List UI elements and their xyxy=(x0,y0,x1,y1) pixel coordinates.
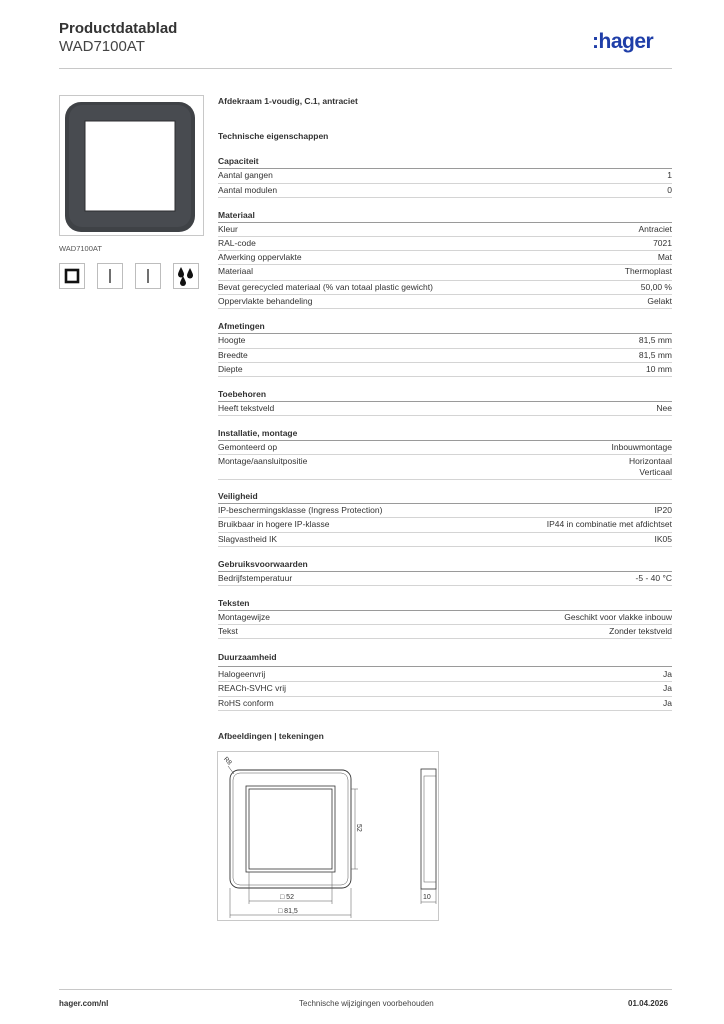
spec-row xyxy=(218,251,672,265)
product-description: Afdekraam 1-voudig, C.1, antraciet xyxy=(218,96,358,106)
spec-row xyxy=(218,441,672,455)
spec-label: RAL-code xyxy=(218,238,256,248)
spec-label: Gemonteerd op xyxy=(218,442,278,452)
spec-label: Diepte xyxy=(218,364,243,374)
spec-row xyxy=(218,697,672,711)
spec-row xyxy=(218,668,672,682)
spec-value: Geschikt voor vlakke inbouw xyxy=(564,612,672,622)
section-title: Teksten xyxy=(218,598,250,608)
header-divider xyxy=(59,68,672,69)
product-image-caption: WAD7100AT xyxy=(59,244,102,253)
spec-row xyxy=(218,611,672,625)
spec-value: 50,00 % xyxy=(640,282,672,292)
section-title: Gebruiksvoorwaarden xyxy=(218,559,308,569)
spec-label: Materiaal xyxy=(218,266,253,276)
inner-width-dimension: □ 52 xyxy=(280,894,294,901)
spec-value: Thermoplast xyxy=(624,266,672,276)
section-title: Materiaal xyxy=(218,210,255,220)
spec-row xyxy=(218,334,672,349)
inner-height-dimension: 52 xyxy=(355,824,362,832)
radius-dimension: R8 xyxy=(222,755,233,767)
single-line-icon xyxy=(135,263,161,289)
depth-dimension: 10 xyxy=(423,894,431,901)
cover-frame-photo xyxy=(60,96,203,235)
spec-label: Breedte xyxy=(218,350,248,360)
properties-heading: Technische eigenschappen xyxy=(218,131,329,141)
spec-row xyxy=(218,184,672,198)
square-frame-icon xyxy=(59,263,85,289)
spec-row xyxy=(218,572,672,586)
spec-row xyxy=(218,237,672,251)
spec-row xyxy=(218,363,672,377)
spec-value: Mat xyxy=(657,252,672,262)
outer-width-dimension: □ 81,5 xyxy=(278,908,298,915)
spec-value: Zonder tekstveld xyxy=(609,626,672,636)
spec-label: REACh-SVHC vrij xyxy=(218,683,287,693)
spec-label: Aantal modulen xyxy=(218,185,278,195)
spec-value: Nee xyxy=(656,403,672,413)
page-title: Productdatablad xyxy=(59,20,178,37)
hager-logo: :hager xyxy=(592,30,654,53)
spec-value: -5 - 40 °C xyxy=(635,573,672,583)
spec-value: IP44 in combinatie met afdichtset xyxy=(546,519,672,529)
spec-label: Bruikbaar in hogere IP-klasse xyxy=(218,519,330,529)
side-view xyxy=(421,769,436,889)
spec-row xyxy=(218,349,672,363)
section-title: Toebehoren xyxy=(218,389,267,399)
spec-label: Heeft tekstveld xyxy=(218,403,275,413)
spec-row xyxy=(218,265,672,281)
spec-value: 81,5 mm xyxy=(638,335,672,345)
spec-label: Afwerking oppervlakte xyxy=(218,252,302,262)
spec-value: Ja xyxy=(663,683,672,693)
spec-label: Montage/aansluitpositie xyxy=(218,456,308,466)
spec-row xyxy=(218,169,672,184)
spec-row xyxy=(218,402,672,416)
spec-row xyxy=(218,223,672,237)
spec-value: IP20 xyxy=(654,505,672,515)
spec-value-line: Horizontaal xyxy=(629,456,672,466)
spec-value: Ja xyxy=(663,669,672,679)
spec-row xyxy=(218,281,672,295)
spec-value: Antraciet xyxy=(638,224,672,234)
single-line-icon xyxy=(97,263,123,289)
spec-value: 1 xyxy=(667,170,672,180)
water-drops-icon xyxy=(173,263,199,289)
spec-value: IK05 xyxy=(654,534,672,544)
technical-drawing xyxy=(217,751,439,921)
spec-row xyxy=(218,455,672,480)
spec-value: Gelakt xyxy=(647,296,672,306)
footer-disclaimer: Technische wijzigingen voorbehouden xyxy=(299,999,434,1008)
spec-label: Halogeenvrij xyxy=(218,669,266,679)
footer-date: 01.04.2026 xyxy=(628,999,669,1008)
section-title: Duurzaamheid xyxy=(218,652,277,662)
product-code: WAD7100AT xyxy=(59,38,145,55)
drawings-heading: Afbeeldingen | tekeningen xyxy=(218,731,324,741)
section-title: Installatie, montage xyxy=(218,428,298,438)
product-image xyxy=(59,95,204,236)
spec-row xyxy=(218,518,672,533)
spec-label: Bevat gerecycled materiaal (% van totaal plastic gewicht) xyxy=(218,282,433,292)
spec-value: Ja xyxy=(663,698,672,708)
section-title: Afmetingen xyxy=(218,321,265,331)
frame-outline xyxy=(230,770,351,888)
section-title: Veiligheid xyxy=(218,491,258,501)
spec-value: 7021 xyxy=(653,238,672,248)
spec-value-line: Verticaal xyxy=(639,467,672,477)
section-title: Capaciteit xyxy=(218,156,259,166)
spec-row xyxy=(218,625,672,639)
spec-value xyxy=(629,456,672,478)
spec-label: Aantal gangen xyxy=(218,170,273,180)
spec-label: Montagewijze xyxy=(218,612,270,622)
spec-label: Tekst xyxy=(218,626,238,636)
spec-label: Slagvastheid IK xyxy=(218,534,278,544)
spec-label: Oppervlakte behandeling xyxy=(218,296,313,306)
spec-row xyxy=(218,295,672,309)
spec-label: Bedrijfstemperatuur xyxy=(218,573,293,583)
frame-opening xyxy=(246,786,335,872)
spec-label: RoHS conform xyxy=(218,698,274,708)
spec-label: IP-beschermingsklasse (Ingress Protection) xyxy=(218,505,383,515)
footer-website: hager.com/nl xyxy=(59,999,109,1008)
spec-value: Inbouwmontage xyxy=(611,442,672,452)
spec-value: 0 xyxy=(667,185,672,195)
spec-row xyxy=(218,504,672,518)
spec-label: Kleur xyxy=(218,224,238,234)
spec-label: Hoogte xyxy=(218,335,246,345)
spec-row xyxy=(218,533,672,547)
section-divider xyxy=(218,666,672,667)
spec-row xyxy=(218,682,672,697)
footer-divider xyxy=(59,989,672,990)
spec-value: 81,5 mm xyxy=(638,350,672,360)
spec-value: 10 mm xyxy=(646,364,672,374)
